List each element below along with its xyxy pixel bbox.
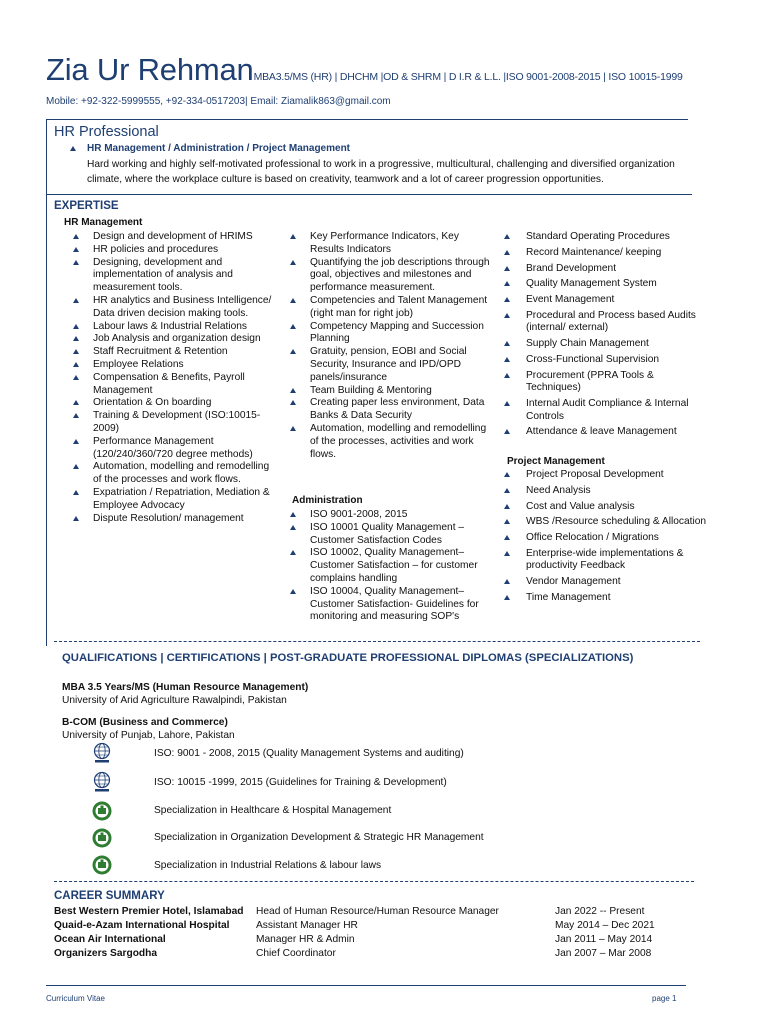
skill-item: [71, 461, 276, 487]
skill-text: ISO 10004, Quality Management– Customer Satisfaction- Guidelines for monitoring and measuring SOP's: [310, 585, 479, 623]
bullet-triangle-icon: [504, 341, 510, 346]
qualifications-title: QUALIFICATIONS | CERTIFICATIONS | POST-GRADUATE PROFESSIONAL DIPLOMAS (SPECIALIZATIONS): [62, 652, 634, 664]
career-summary-title: CAREER SUMMARY: [54, 890, 165, 902]
skill-text: Orientation & On boarding: [93, 397, 212, 409]
skill-text: ISO 10002, Quality Management– Customer Satisfaction – for customer complains handling: [310, 547, 478, 584]
skill-item: [71, 397, 276, 410]
skill-item: [288, 423, 493, 461]
bullet-triangle-icon: [73, 324, 79, 329]
skill-item: [288, 346, 493, 384]
bullet-triangle-icon: [290, 324, 296, 329]
job-organization: Best Western Premier Hotel, Islamabad: [54, 906, 244, 917]
skill-item: [502, 354, 707, 367]
footer-label: Curriculum Vitae: [46, 994, 105, 1003]
skill-item: [71, 333, 276, 346]
institute-emblem-icon: [91, 827, 113, 849]
skill-text: Internal Audit Compliance & Internal Controls: [526, 398, 689, 422]
skill-text: Cross-Functional Supervision: [526, 354, 660, 366]
skill-item: [71, 410, 276, 436]
skill-text: Attendance & leave Management: [526, 426, 677, 438]
header-divider: [46, 119, 688, 120]
skill-item: [502, 426, 707, 439]
skill-text: Creating paper less environment, Data Banks & Data Security: [310, 397, 485, 422]
bullet-triangle-icon: [73, 439, 79, 444]
skill-item: [71, 257, 276, 295]
skill-text: Time Management: [526, 592, 611, 604]
bullet-triangle-icon: [504, 266, 510, 271]
skill-item: [502, 278, 707, 291]
hr-skill-list-continued: [288, 231, 493, 461]
bullet-triangle-icon: [290, 349, 296, 354]
skill-text: Designing, development and implementation of analysis and measurement tools.: [93, 256, 233, 294]
bullet-triangle-icon: [504, 429, 510, 434]
bullet-triangle-icon: [290, 512, 296, 517]
skill-item: [502, 501, 707, 514]
skill-item: [502, 247, 707, 260]
candidate-name: [46, 52, 683, 88]
institute-emblem-icon: [91, 800, 113, 822]
skill-text: ISO 9001-2008, 2015: [310, 509, 408, 520]
skill-text: Competencies and Talent Management (right man for right job): [310, 294, 488, 319]
bullet-triangle-icon: [504, 234, 510, 239]
degree-mba: [62, 682, 308, 706]
skill-item: [502, 338, 707, 351]
skill-text: Automation, modelling and remodelling of the processes and work flows.: [93, 461, 270, 486]
skill-text: Vendor Management: [526, 576, 621, 588]
job-organization: Ocean Air International: [54, 934, 166, 945]
job-period: Jan 2007 – Mar 2008: [555, 948, 652, 959]
skill-item: [502, 485, 707, 498]
skill-text: Training & Development (ISO:10015-2009): [93, 410, 261, 434]
skill-text: Key Performance Indicators, Key Results Indicators: [310, 231, 459, 255]
job-period: Jan 2022 -- Present: [555, 906, 645, 917]
bullet-triangle-icon: [504, 579, 510, 584]
bullet-triangle-icon: [504, 373, 510, 378]
hr-management-heading: HR Management: [64, 217, 143, 228]
bullet-triangle-icon: [73, 413, 79, 418]
skill-text: Quantifying the job descriptions through goal, objectives and milestones and performance measurement.: [310, 256, 490, 294]
degree-bcom: [62, 717, 235, 741]
bullet-triangle-icon: [73, 362, 79, 367]
iso-globe-icon: [91, 771, 113, 793]
degree-institution: University of Punjab, Lahore, Pakistan: [62, 730, 235, 741]
skill-item: [71, 487, 276, 513]
project-management-skill-list: [502, 469, 707, 608]
bullet-triangle-icon: [290, 426, 296, 431]
skill-item: [288, 257, 493, 295]
bullet-triangle-icon: [504, 297, 510, 302]
bullet-triangle-icon: [73, 349, 79, 354]
bullet-triangle-icon: [290, 298, 296, 303]
bullet-triangle-icon: [73, 375, 79, 380]
skill-text: Procedural and Process based Audits (internal/ external): [526, 309, 696, 334]
bullet-triangle-icon: [73, 464, 79, 469]
bullet-triangle-icon: [73, 516, 79, 521]
skill-item: [288, 321, 493, 347]
bullet-triangle-icon: [73, 400, 79, 405]
bullet-triangle-icon: [504, 535, 510, 540]
administration-heading: Administration: [292, 495, 363, 506]
skill-text: Record Maintenance/ keeping: [526, 246, 662, 258]
skill-item: [71, 244, 276, 257]
certification-iso-9001: ISO: 9001 - 2008, 2015 (Quality Management Systems and auditing): [154, 748, 464, 759]
skill-text: Standard Operating Procedures: [526, 231, 670, 242]
job-role: Assistant Manager HR: [256, 920, 358, 931]
job-role: Manager HR & Admin: [256, 934, 355, 945]
profile-divider: [46, 194, 692, 195]
skill-item: [502, 532, 707, 545]
bullet-triangle-icon: [70, 146, 76, 151]
skill-item: [71, 231, 276, 244]
bullet-triangle-icon: [504, 519, 510, 524]
headline: HR Professional: [54, 124, 159, 140]
skill-item: [502, 231, 707, 244]
skill-item: [288, 522, 493, 548]
skill-item: [71, 321, 276, 334]
skill-item: [288, 397, 493, 423]
profile-summary: Hard working and highly self-motivated professional to work in a progressive, multicultural, challenging and diversified organization climate, where the workplace culture is based on creativity, teamwork and a lot of career progression opportunities.: [87, 159, 675, 185]
bullet-triangle-icon: [73, 234, 79, 239]
qualifications-divider: [54, 881, 694, 882]
job-organization: Organizers Sargodha: [54, 948, 158, 959]
skill-item: [71, 346, 276, 359]
skill-text: Team Building & Mentoring: [310, 384, 432, 396]
bullet-triangle-icon: [504, 313, 510, 318]
skill-item: [502, 592, 707, 605]
bullet-triangle-icon: [504, 488, 510, 493]
specialization-industrial-relations: Specialization in Industrial Relations & labour laws: [154, 860, 382, 871]
skill-item: [71, 513, 276, 526]
bullet-triangle-icon: [504, 472, 510, 477]
bullet-triangle-icon: [504, 595, 510, 600]
skill-text: Enterprise-wide implementations & productivity Feedback: [526, 547, 684, 572]
skill-text: Compensation & Benefits, Payroll Management: [93, 371, 245, 396]
skill-text: Job Analysis and organization design: [93, 333, 261, 345]
bullet-triangle-icon: [504, 551, 510, 556]
skill-item: [288, 509, 493, 522]
skill-text: Event Management: [526, 294, 615, 306]
skill-text: Brand Development: [526, 262, 617, 274]
bullet-triangle-icon: [290, 589, 296, 594]
page-number: page 1: [652, 994, 677, 1003]
skill-text: Project Proposal Development: [526, 469, 664, 480]
operations-skill-list: [502, 231, 707, 442]
skill-item: [288, 586, 493, 624]
skill-text: Dispute Resolution/ management: [93, 512, 244, 524]
footer-divider: [46, 985, 686, 986]
skill-text: HR policies and procedures: [93, 243, 219, 255]
skill-item: [288, 295, 493, 321]
skill-item: [71, 372, 276, 398]
bullet-triangle-icon: [290, 400, 296, 405]
bullet-triangle-icon: [290, 260, 296, 265]
job-organization: Quaid-e-Azam International Hospital: [54, 920, 230, 931]
project-management-heading: Project Management: [507, 456, 605, 467]
skill-text: Quality Management System: [526, 278, 657, 290]
skill-text: Gratuity, pension, EOBI and Social Security, Insurance and IPD/OPD panels/insurance: [310, 346, 467, 383]
job-role: Chief Coordinator: [256, 948, 336, 959]
skill-item: [502, 263, 707, 276]
institute-emblem-icon: [91, 854, 113, 876]
bullet-triangle-icon: [73, 247, 79, 252]
job-role: Head of Human Resource/Human Resource Manager: [256, 906, 499, 917]
skill-text: Supply Chain Management: [526, 338, 649, 350]
administration-skill-list: [288, 509, 493, 624]
degree-institution: University of Arid Agriculture Rawalpindi, Pakistan: [62, 695, 287, 706]
contact-line: Mobile: +92-322-5999555, +92-334-0517203| Email: Ziamalik863@gmail.com: [46, 96, 391, 107]
skill-item: [502, 370, 707, 395]
skill-text: Performance Management (120/240/360/720 degree methods): [93, 435, 253, 460]
skill-item: [288, 547, 493, 585]
specialization-healthcare: Specialization in Healthcare & Hospital Management: [154, 805, 392, 816]
bullet-triangle-icon: [73, 260, 79, 265]
skill-text: ISO 10001 Quality Management – Customer Satisfaction Codes: [310, 521, 465, 546]
credentials-line: MBA3.5/MS (HR) | DHCHM |OD & SHRM | D I.R & L.L. |ISO 9001-2008-2015 | ISO 10015-1999: [253, 71, 683, 83]
bullet-triangle-icon: [504, 281, 510, 286]
skill-item: [71, 295, 276, 321]
skill-text: WBS /Resource scheduling & Allocation: [526, 516, 707, 528]
bullet-triangle-icon: [290, 388, 296, 393]
skill-item: [502, 294, 707, 307]
skill-text: Procurement (PPRA Tools & Techniques): [526, 369, 654, 394]
skill-item: [288, 385, 493, 398]
degree-title: MBA 3.5 Years/MS (Human Resource Management): [62, 682, 309, 693]
expertise-divider: [54, 641, 700, 642]
degree-title: B-COM (Business and Commerce): [62, 717, 228, 728]
bullet-triangle-icon: [290, 550, 296, 555]
skill-text: Cost and Value analysis: [526, 500, 635, 512]
job-period: Jan 2011 – May 2014: [555, 934, 653, 945]
skill-item: [502, 469, 707, 482]
skill-item: [502, 548, 707, 573]
bullet-triangle-icon: [504, 357, 510, 362]
skill-item: [71, 359, 276, 372]
bullet-triangle-icon: [290, 525, 296, 530]
skill-item: [288, 231, 493, 257]
skill-text: Expatriation / Repatriation, Mediation & Employee Advocacy: [93, 486, 270, 511]
certification-iso-10015: ISO: 10015 -1999, 2015 (Guidelines for Training & Development): [154, 777, 447, 788]
skill-text: Need Analysis: [526, 484, 591, 496]
skill-text: Automation, modelling and remodelling of the processes, activities and work flows.: [310, 422, 487, 460]
hr-skill-list: [71, 231, 276, 525]
bullet-triangle-icon: [504, 401, 510, 406]
specialization-od-shrm: Specialization in Organization Development & Strategic HR Management: [154, 832, 484, 843]
skill-item: [71, 436, 276, 462]
skill-text: Competency Mapping and Succession Planning: [310, 320, 484, 345]
tagline-text: HR Management / Administration / Project Management: [87, 143, 351, 154]
bullet-triangle-icon: [504, 250, 510, 255]
name-text: Zia Ur Rehman: [46, 52, 254, 87]
skill-item: [502, 310, 707, 335]
job-period: May 2014 – Dec 2021: [555, 920, 655, 931]
tagline: [87, 143, 350, 154]
bullet-triangle-icon: [73, 298, 79, 303]
skill-item: [502, 398, 707, 423]
skill-text: Employee Relations: [93, 358, 184, 370]
bullet-triangle-icon: [290, 234, 296, 239]
left-frame-rule: [46, 119, 47, 646]
bullet-triangle-icon: [73, 336, 79, 341]
skill-item: [502, 576, 707, 589]
skill-item: [502, 516, 707, 529]
skill-text: HR analytics and Business Intelligence/ Data driven decision making tools.: [93, 294, 272, 319]
bullet-triangle-icon: [504, 504, 510, 509]
skill-text: Labour laws & Industrial Relations: [93, 320, 248, 332]
skill-text: Office Relocation / Migrations: [526, 532, 659, 544]
iso-globe-icon: [91, 742, 113, 764]
skill-text: Staff Recruitment & Retention: [93, 346, 228, 358]
bullet-triangle-icon: [73, 490, 79, 495]
expertise-title: EXPERTISE: [54, 200, 119, 212]
skill-text: Design and development of HRIMS: [93, 231, 253, 242]
